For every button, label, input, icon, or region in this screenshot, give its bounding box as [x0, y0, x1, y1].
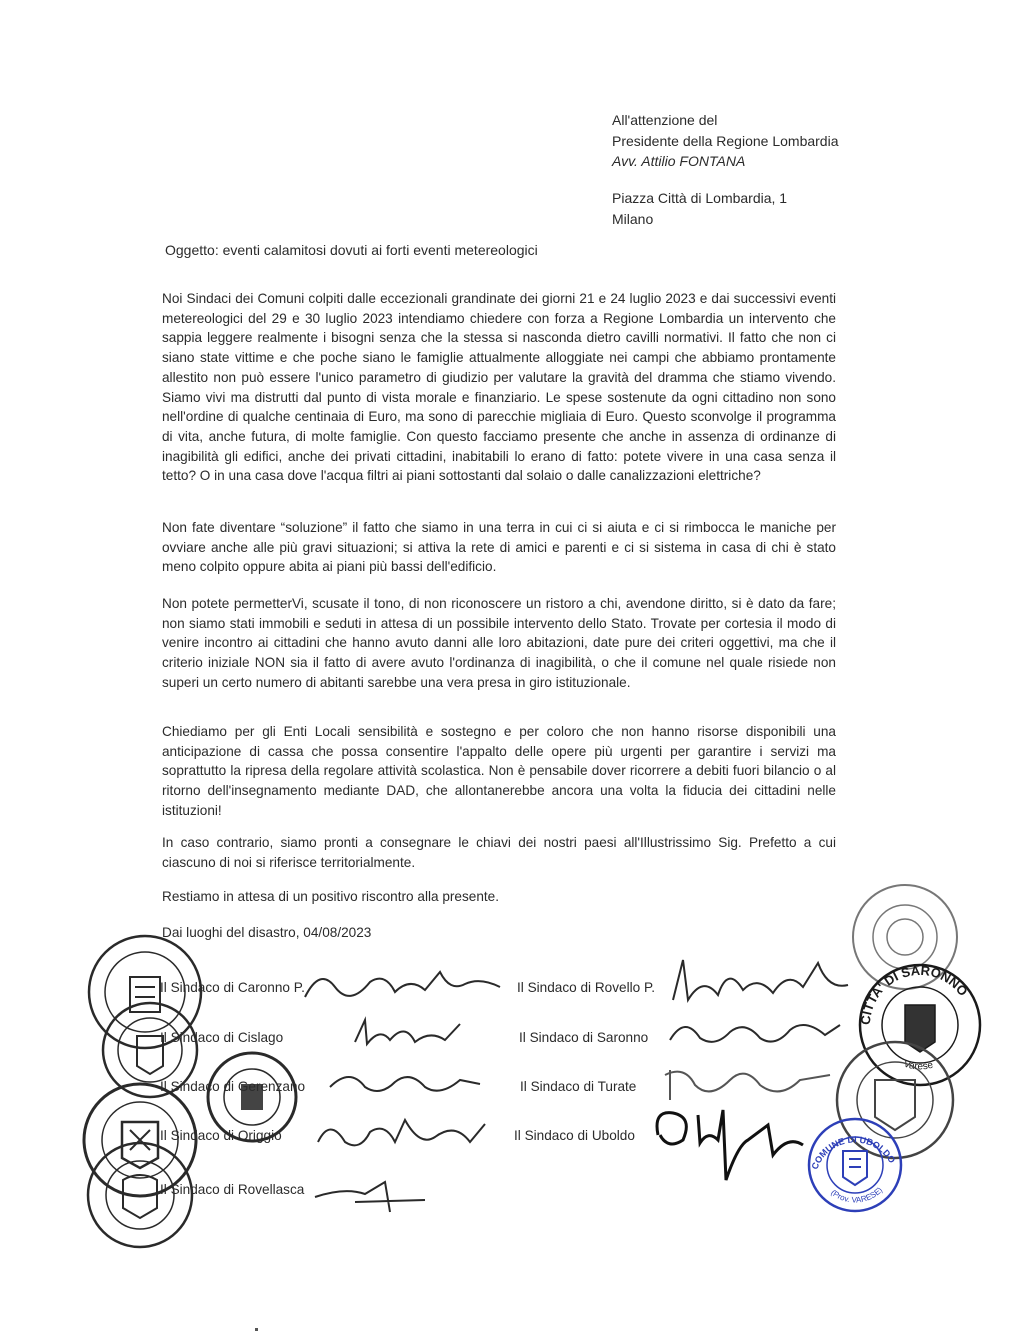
subject-line: Oggetto: eventi calamitosi dovuti ai forti eventi metereologici	[165, 242, 538, 258]
paragraph-5: In caso contrario, siamo pronti a consegnare le chiavi dei nostri paesi all'Illustrissimo Sig. Prefetto a cui ciascuno di noi si riferisce territorialmente.	[162, 835, 836, 870]
signature-rovello	[668, 955, 858, 1005]
signatory-saronno: Il Sindaco di Saronno	[519, 1030, 649, 1045]
signature-rovellasca	[305, 1172, 435, 1217]
saronno-stamp-text: CITTA' DI SARONNO	[857, 962, 971, 1026]
recipient-line-3: Avv. Attilio FONTANA	[612, 153, 746, 169]
paragraph-1: Noi Sindaci dei Comuni colpiti dalle eccezionali grandinate dei giorni 21 e 24 luglio 2023 e dai successivi eventi metereologici del 29 e 30 luglio 2023 intendiamo chiedere con forza a Regione Lombardia un intervento che sappia leggere realmente i bisogni senza che la stessa si nasconda dietro cavilli normativi. Il fatto che non ci siano state vittime e che poche siano le famiglie attualmente alloggiate nei campi che abbiamo prontamente allestito non può essere l'unico parametro di giudizio per valutare la gravità del dramma che stiamo vivendo. Siamo vivi ma distrutti dal punto di vista morale e finanziario. Le spese sostenute da ogni cittadino non sono nell'ordine di qualche centinaia di Euro, ma sono di parecchie migliaia di Euro. Questo sconvolge il programma di vita, anche futura, di molte famiglie. Con questo facciamo presente che anche in assenza di ordinanze di inagibilità gli edifici, anche dei privati cittadini, inabitabili lo erano di fatto: potete vivere in una casa senza il tetto? O in una casa dove l'acqua filtri ai piani sottostanti dal solaio o dalle canalizzazioni elettriche?	[162, 291, 836, 484]
signature-caronno	[300, 962, 510, 1007]
recipient-block	[612, 110, 838, 172]
saronno-stamp-sub: Varese	[902, 1058, 935, 1073]
signatory-caronno: Il Sindaco di Caronno P.	[160, 980, 305, 995]
svg-text:COMUNE DI UBOLDO	[809, 1134, 897, 1170]
svg-text:(Prov. VARESE)	[829, 1185, 884, 1204]
paragraph-3: Non potete permetterVi, scusate il tono, di non riconoscere un ristoro a chi, avendone diritto, si è dato da fare; non siamo stati immobili e seduti in attesa di un possibile intervento dello Stato. Trovate per cortesia il modo di venire incontro ai cittadini che hanno avuto danni alle loro abitazioni, date pure dei criteri oggettivi, ma che il criterio iniziale NON sia il fatto di avere avuto l'ordinanza di inagibilità, o che il comune nel quale risiede non superi un certo numero di abitanti sarebbe una vera presa in giro istituzionale.	[162, 596, 836, 690]
signature-uboldo	[648, 1095, 818, 1190]
place-date: Dai luoghi del disastro, 04/08/2023	[162, 925, 372, 940]
uboldo-stamp-text: COMUNE DI UBOLDO	[809, 1134, 898, 1171]
uboldo-stamp-sub: (Prov. VARESE)	[829, 1185, 885, 1205]
paragraph-6: Restiamo in attesa di un positivo riscontro alla presente.	[162, 889, 499, 904]
signature-cislago	[345, 1012, 475, 1052]
uboldo-stamp	[805, 1115, 905, 1215]
scan-speck	[255, 1328, 258, 1331]
signatory-turate: Il Sindaco di Turate	[520, 1079, 637, 1094]
paragraph-4: Chiediamo per gli Enti Locali sensibilità e sostegno e per coloro che non hanno risorse disponibili una anticipazione di cassa che possa consentire l'appalto delle opere più urgenti per garantire i servizi ma soprattutto la ripresa della regolare attività scolastica. Non è pensabile dover ricorrere a debiti fuori bilancio o al ritorno dell'insegnamento mediante DAD, che allontanerebbe ancora una volta la fiducia dei cittadini nelle istituzioni!	[162, 724, 836, 818]
recipient-line-1: All'attenzione del	[612, 112, 718, 128]
signatory-rovello: Il Sindaco di Rovello P.	[517, 980, 656, 995]
recipient-address	[612, 188, 787, 229]
signature-saronno	[665, 1010, 845, 1055]
signatory-cislago: Il Sindaco di Cislago	[160, 1030, 284, 1045]
signatory-rovellasca: Il Sindaco di Rovellasca	[160, 1182, 305, 1197]
recipient-line-2: Presidente della Regione Lombardia	[612, 132, 839, 149]
signatory-uboldo: Il Sindaco di Uboldo	[514, 1128, 635, 1143]
recipient-address-1: Piazza Città di Lombardia, 1	[612, 190, 788, 206]
signatory-gerenzano: Il Sindaco di Gerenzano	[160, 1079, 306, 1094]
signatory-origgio: Il Sindaco di Origgio	[160, 1128, 282, 1143]
signature-gerenzano	[320, 1062, 490, 1102]
recipient-address-2: Milano	[612, 210, 654, 227]
signature-origgio	[310, 1112, 490, 1157]
paragraph-2: Non fate diventare “soluzione” il fatto che siamo in una terra in cui ci si aiuta e ci si rimbocca le maniche per ovviare anche alle più gravi situazioni; si attiva la rete di amici e parenti e ci si sistema in casa di chi è stato meno colpito oppure abita ai piani più bassi dell'edificio.	[162, 520, 836, 575]
